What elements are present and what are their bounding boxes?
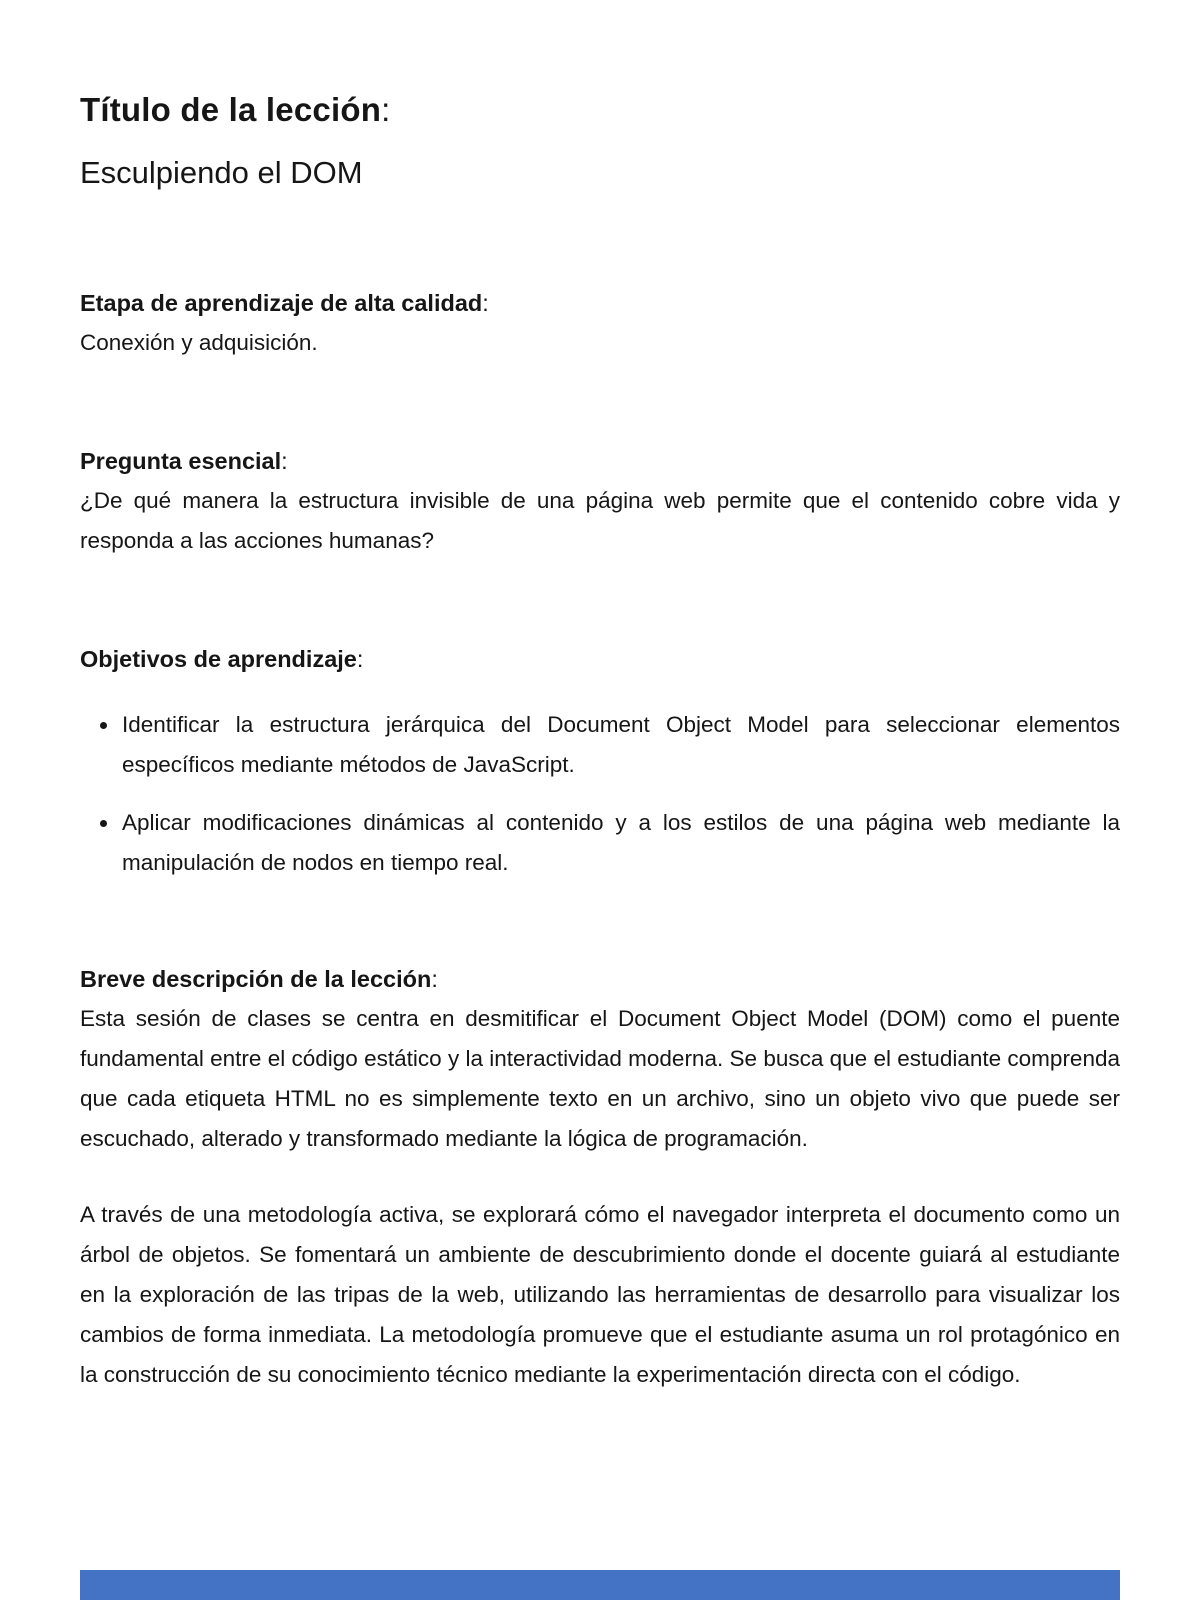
objective-item: • Aplicar modificaciones dinámicas al contenido y a los estilos de una página web mediante la manipulación de nodos en tiempo real.: [120, 803, 1120, 883]
section-learning-stage: [80, 283, 1120, 363]
essential-question-body: ¿De qué manera la estructura invisible de una página web permite que el contenido cobre vida y responda a las acciones humanas?: [80, 487, 1120, 553]
section-objectives: [80, 639, 1120, 883]
description-paragraph-1: Esta sesión de clases se centra en desmitificar el Document Object Model (DOM) como el puente fundamental entre el código estático y la interactividad moderna. Se busca que el estudiante comprenda que cada etiqueta HTML no es simplemente texto en un archivo, sino un objeto vivo que puede ser escuchado, alterado y transformado mediante la lógica de programación.: [80, 1005, 1120, 1151]
essential-question-heading: [80, 441, 1120, 481]
objective-item: • Identificar la estructura jerárquica del Document Object Model para seleccionar elementos específicos mediante métodos de JavaScript.: [120, 705, 1120, 785]
lesson-title-label-text: Título de la lección: [80, 91, 382, 128]
description-paragraph-2: A través de una metodología activa, se explorará cómo el navegador interpreta el documento como un árbol de objetos. Se fomentará un ambiente de descubrimiento donde el docente guiará al estudiante en la exploración de las tripas de la web, utilizando las herramientas de desarrollo para visualizar los cambios de forma inmediata. La metodología promueve que el estudiante asuma un rol protagónico en la construcción de su conocimiento técnico mediante la experimentación directa con el código.: [80, 1201, 1120, 1387]
objectives-colon: :: [356, 645, 364, 672]
learning-stage-colon: :: [482, 289, 489, 316]
lesson-title-colon: :: [381, 91, 391, 128]
lesson-title-value: Esculpiendo el DOM: [80, 154, 363, 190]
description-heading-text: Breve descripción de la lección: [80, 965, 432, 992]
section-description: [80, 959, 1120, 1395]
learning-stage-heading: [80, 283, 1120, 323]
essential-question-heading-text: Pregunta esencial: [80, 447, 282, 474]
table-header-bar: [80, 1570, 1120, 1600]
section-essential-question: [80, 441, 1120, 561]
description-colon: :: [431, 965, 438, 992]
lesson-title-label: [80, 90, 1120, 130]
objectives-heading-text: Objetivos de aprendizaje: [80, 645, 357, 672]
essential-question-colon: :: [281, 447, 288, 474]
learning-stage-heading-text: Etapa de aprendizaje de alta calidad: [80, 289, 483, 316]
objectives-list: [80, 705, 1120, 883]
learning-stage-body: Conexión y adquisición.: [80, 329, 318, 355]
description-heading: [80, 959, 1120, 999]
objectives-heading: [80, 639, 1120, 679]
